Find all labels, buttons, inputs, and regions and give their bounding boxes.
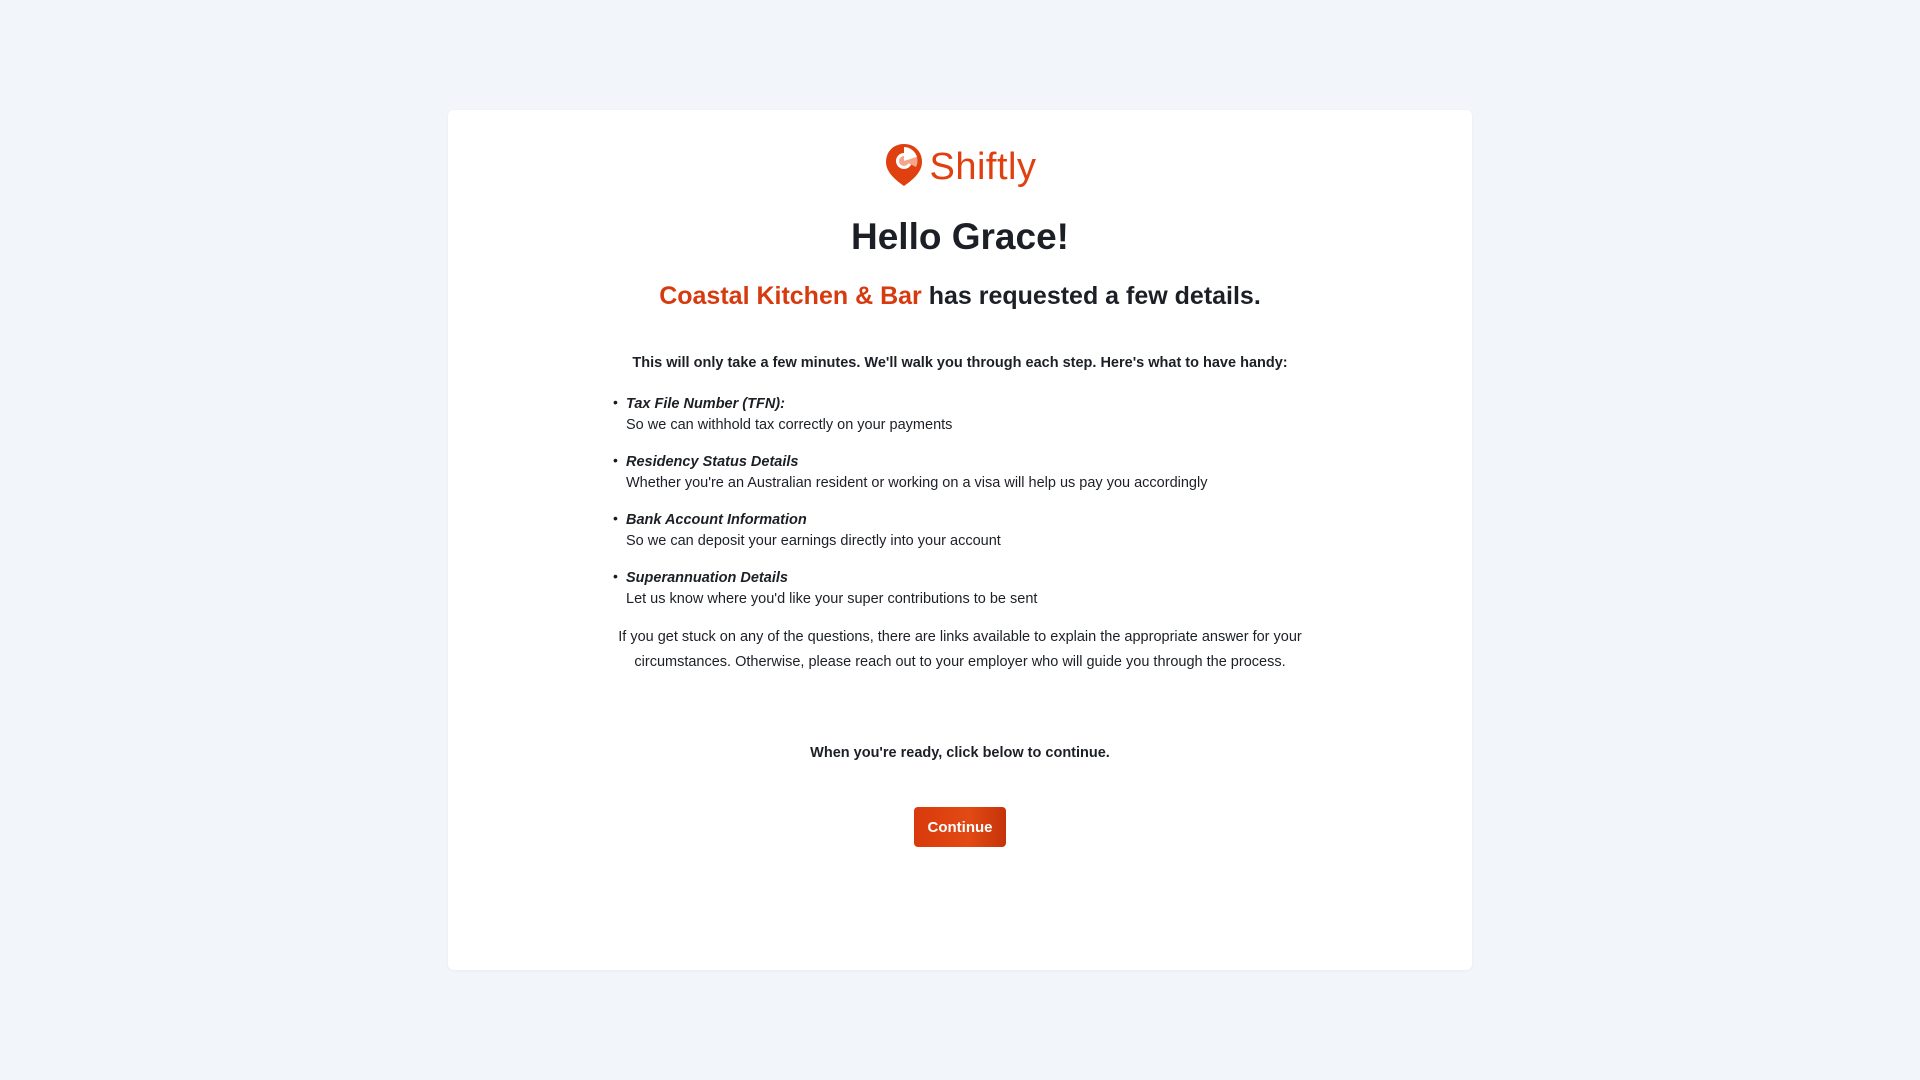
item-title: Bank Account Information [626, 512, 807, 528]
bullet: • [613, 394, 618, 410]
greeting-heading: Hello Grace! [851, 216, 1069, 257]
continue-button[interactable]: Continue [914, 807, 1006, 847]
list-item [613, 568, 1306, 610]
list-item [613, 394, 1306, 436]
item-title: Tax File Number (TFN): [626, 396, 785, 412]
bullet: • [613, 568, 618, 584]
item-description: So we can deposit your earnings directly into your account [626, 533, 1001, 549]
ready-text: When you're ready, click below to continue. [810, 745, 1110, 761]
item-title: Residency Status Details [626, 454, 799, 470]
request-heading [448, 282, 1472, 311]
bullet: • [613, 452, 618, 468]
item-description: So we can withhold tax correctly on your payments [626, 417, 953, 433]
map-pin-chart-icon [884, 142, 924, 193]
company-name: Coastal Kitchen & Bar [659, 282, 922, 310]
onboarding-card [448, 110, 1472, 970]
intro-text: This will only take a few minutes. We'll walk you through each step. Here's what to have handy: [632, 355, 1288, 371]
item-description: Let us know where you'd like your super contributions to be sent [626, 591, 1038, 607]
bullet: • [613, 510, 618, 526]
request-message: has requested a few details. [928, 282, 1261, 310]
requirements-list [613, 394, 1306, 626]
item-description: Whether you're an Australian resident or working on a visa will help us pay you accordingly [626, 475, 1208, 491]
brand-name: Shiftly [929, 146, 1037, 188]
help-text: If you get stuck on any of the questions, there are links available to explain the appropriate answer for your circumstances. Otherwise, please reach out to your employer who will guide you through the process. [618, 629, 1302, 670]
list-item [613, 452, 1306, 494]
brand-logo [448, 142, 1472, 193]
item-title: Superannuation Details [626, 570, 788, 586]
list-item [613, 510, 1306, 552]
